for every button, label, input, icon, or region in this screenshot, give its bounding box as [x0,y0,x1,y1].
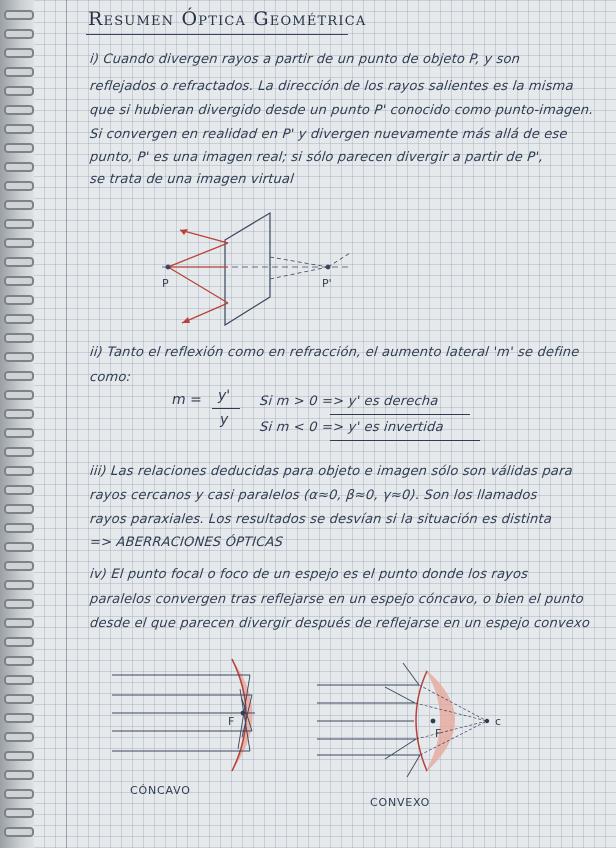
convex-mirror-shade [425,669,455,773]
spiral-ring [4,656,34,666]
s3-line-3: rayos paraxiales. Los resultados se desvían si la situación es distinta [89,512,553,527]
spiral-ring [4,447,34,457]
diagram-concave-mirror [110,655,285,775]
spiral-ring [4,485,34,495]
ray-down [168,267,228,303]
label-f-concave: F [228,715,235,728]
spiral-ring [4,276,34,286]
spiral-ring [4,181,34,191]
focal-point-convex [431,719,436,724]
spiral-ring [4,86,34,96]
spiral-ring [4,105,34,115]
spiral-ring [4,162,34,172]
spiral-ring [4,29,34,39]
virtual-ray-1 [270,257,328,267]
spiral-ring [4,808,34,818]
spiral-ring [4,219,34,229]
spiral-ring [4,637,34,647]
spiral-ring [4,428,34,438]
s4-line-1: iv) El punto focal o foco de un espejo es el punto donde los rayos [89,567,529,582]
spiral-ring [4,466,34,476]
ray-out-up [180,230,228,243]
spiral-ring [4,618,34,628]
cond2-underline [330,440,480,441]
s3-line-4: => ABERRACIONES ÓPTICAS [89,535,284,550]
spiral-ring [4,124,34,134]
s1-line-2: reflejados o refractados. La dirección de los rayos salientes es la misma [89,79,575,94]
s2-line-1: ii) Tanto el reflexión como en refracción, el aumento lateral 'm' se define [89,345,581,360]
spiral-ring [4,257,34,267]
spiral-ring [4,827,34,837]
spiral-ring [4,542,34,552]
spiral-ring [4,238,34,248]
spiral-ring [4,694,34,704]
spiral-ring [4,200,34,210]
refracting-slab [225,213,270,325]
image-point [326,265,331,270]
spiral-ring [4,67,34,77]
spiral-ring [4,314,34,324]
title-underline [86,34,348,35]
cond1-underline [330,414,470,415]
label-p-prime: P' [322,277,332,290]
formula-lhs: m = [172,392,202,408]
margin-line [66,0,67,848]
object-point [166,265,171,270]
spiral-ring [4,599,34,609]
spiral-binding [0,0,34,848]
formula-numerator: y' [218,388,231,404]
spiral-ring [4,789,34,799]
formula-condition-2: Si m < 0 => y' es invertida [259,420,445,435]
center-point-convex [485,719,489,723]
spiral-ring [4,371,34,381]
spiral-ring [4,143,34,153]
diagram-convex-mirror [315,655,525,780]
spiral-ring [4,409,34,419]
spiral-ring [4,390,34,400]
fraction-bar [212,408,240,409]
label-f-convex: F [435,727,442,740]
spiral-ring [4,523,34,533]
label-p: P [162,277,169,290]
label-c-convex: c [495,715,502,728]
focal-point [241,711,246,716]
spiral-ring [4,352,34,362]
diagram-refraction [150,205,370,330]
spiral-ring [4,675,34,685]
s1-line-3: que si hubieran divergido desde un punto P' conocido como punto-imagen. [89,103,595,118]
spiral-ring [4,732,34,742]
spiral-ring [4,10,34,20]
formula-fraction [172,388,231,428]
s1-line-6: se trata de una imagen virtual [89,172,295,187]
formula-denominator: y [220,412,229,428]
spiral-ring [4,580,34,590]
s1-line-5: punto, P' es una imagen real; si sólo parecen divergir a partir de P', [89,150,545,165]
spiral-ring [4,333,34,343]
arrow-down [182,317,190,323]
virtual-ray-3 [328,253,350,267]
magnification-formula [160,388,490,458]
spiral-ring [4,770,34,780]
page-title: Resumen Óptica Geométrica [88,8,367,30]
s3-line-1: iii) Las relaciones deducidas para objeto e imagen sólo son válidas para [89,464,574,479]
spiral-ring [4,713,34,723]
caption-convex: CONVEXO [370,796,431,809]
s3-line-2: rayos cercanos y casi paralelos (α≈0, β≈0, γ≈0). Son los llamados [89,488,539,503]
s4-line-2: paralelos convergen tras reflejarse en un espejo cóncavo, o bien el punto [89,592,585,607]
spiral-ring [4,561,34,571]
ray-up [168,243,228,267]
s4-line-3: desde el que parecen divergir después de reflejarse en un espejo convexo [89,616,591,631]
spiral-ring [4,295,34,305]
spiral-ring [4,504,34,514]
spiral-ring [4,48,34,58]
s1-line-1: i) Cuando divergen rayos a partir de un punto de objeto P, y son [89,52,521,67]
s2-line-2: como: [89,370,132,385]
virtual-ray-2 [270,267,328,279]
spiral-ring [4,751,34,761]
caption-concave: CÓNCAVO [130,784,191,797]
s1-line-4: Si convergen en realidad en P' y divergen nuevamente más allá de ese [89,127,569,142]
formula-condition-1: Si m > 0 => y' es derecha [259,394,440,409]
